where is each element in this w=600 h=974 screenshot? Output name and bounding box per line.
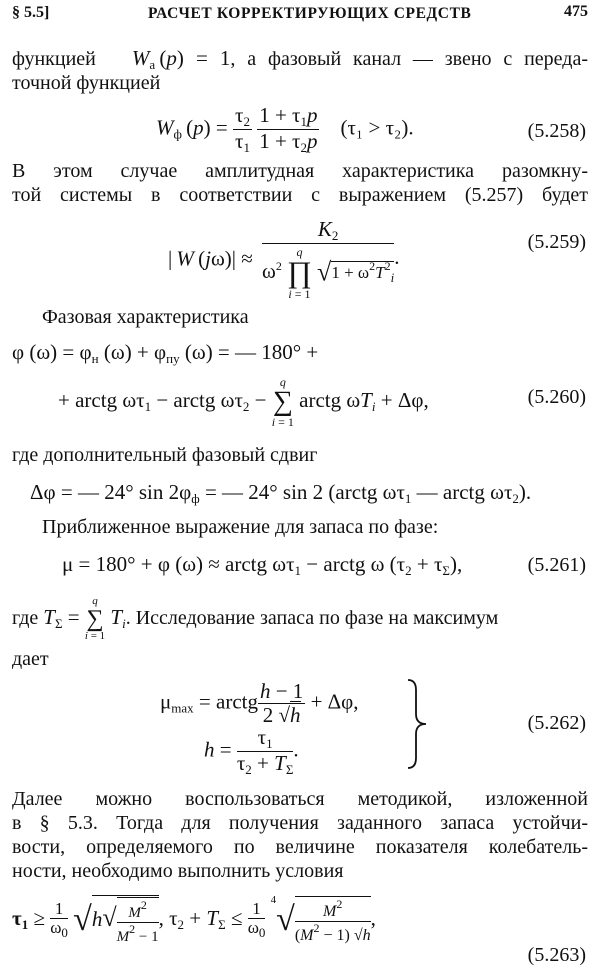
equation-5-261: μ = 180° + φ (ω) ≈ arctg $\omega\tau_1$ − arctg ω $(\tau_2 + \tau_\Sigma)$, [62,552,463,578]
para7-line4: ности, необходимо выполнить условия [12,860,344,882]
equation-5-262-line2: h = $\frac{\tau_1}{\tau_2 + T_\Sigma}$ . [204,725,299,778]
eq-258-condition: (τ₁ > τ₂). [340,115,414,140]
equation-delta-phi: Δφ = — 24° $\sin 2\varphi_ф$ = — 24° sin 2 (arctg $\omega\tau_1$ — arctg $\omega\tau_2$). [30,480,532,506]
para1-line1 [12,46,588,73]
inline-formula-tsigma: $T_\Sigma$ = q ∑ i = 1 $T_i$ [43,595,126,642]
para6-line1 [12,596,588,642]
running-title: РАСЧЕТ КОРРЕКТИРУЮЩИХ СРЕДСТВ [148,5,472,22]
para5-line1: Приближенное выражение для запаса по фазе: [42,516,439,538]
para1-line2: точной функцией [12,72,161,94]
para4-line1: где дополнительный фазовый сдвиг [12,444,318,466]
para1-line1-end: , а фазовый канал — звено с переда- [230,48,589,70]
inline-formula-wa: $W_a$ (p) = 1 [131,46,231,72]
para7-line2: в § 5.3. Тогда для получения заданного запаса устойчи- [12,812,588,834]
para1-line1-start: функцией [12,48,96,70]
equation-5-259: | W (jω)| ≈ $K_2$ $\omega^2$ q ∏ i = 1 $√1 + \omega^2T^2_i$ . [168,217,400,302]
para7-line1: Далее можно воспользоваться методикой, изложенной [12,788,588,810]
eq-262-number: (5.262) [527,712,586,734]
eq-260-number: (5.260) [527,386,586,408]
para7-line3: вости, определяемого по величине показателя колебатель- [12,836,588,858]
para6-line1-rest: . Исследование запаса по фазе на максимум [125,606,499,629]
page-number: 475 [564,3,588,20]
eq-263-number: (5.263) [527,944,586,966]
eq-258-number: (5.258) [527,120,586,142]
equation-5-258: $W_ф$ (p) = $\frac{\tau_2}{\tau_1}$ $\frac{1 + \tau_1p}{1 + \tau_2p}$ (τ₁ > τ₂). [156,103,414,156]
equation-5-262-line1: $\mu_{max}$ = arctg $\frac{h - 1}{2 √h}$ + Δφ, [160,679,359,728]
eq-259-number: (5.259) [527,231,586,253]
para6-where: где [12,606,39,629]
para3-line1: Фазовая характеристика [42,306,249,328]
eq-261-number: (5.261) [527,554,586,576]
equation-5-260-line2: + arctg $\omega\tau_1$ − arctg $\omega\tau_2$ − q ∑ i = 1 arctg $\omega T_i + \Delta\varphi$, [58,375,429,429]
para2-line1: В этом случае амплитудная характеристика разомкну- [12,160,588,182]
para2-line2: той системы в соответствии с выражением (5.257) будет [12,184,588,206]
para6-line2: дает [12,648,49,670]
right-brace [404,678,430,770]
equation-5-260-line1: φ $(\omega) = \varphi_н$ $(\omega) + \varphi_{пу}$ (ω) = — 180° + [12,340,319,366]
section-label: § 5.5] [12,4,50,21]
equation-5-263: $\tau_1$ ≥ $\frac{1}{\omega_0}$ √h√ $\frac{M^2}{M^2 - 1}$ , $\tau_2 + T_\Sigma$ ≤ $\frac{1}{\omega_0}$ $^4$√ $\frac{M^2}{(M^2 - 1) √h}$ , [12,894,376,945]
